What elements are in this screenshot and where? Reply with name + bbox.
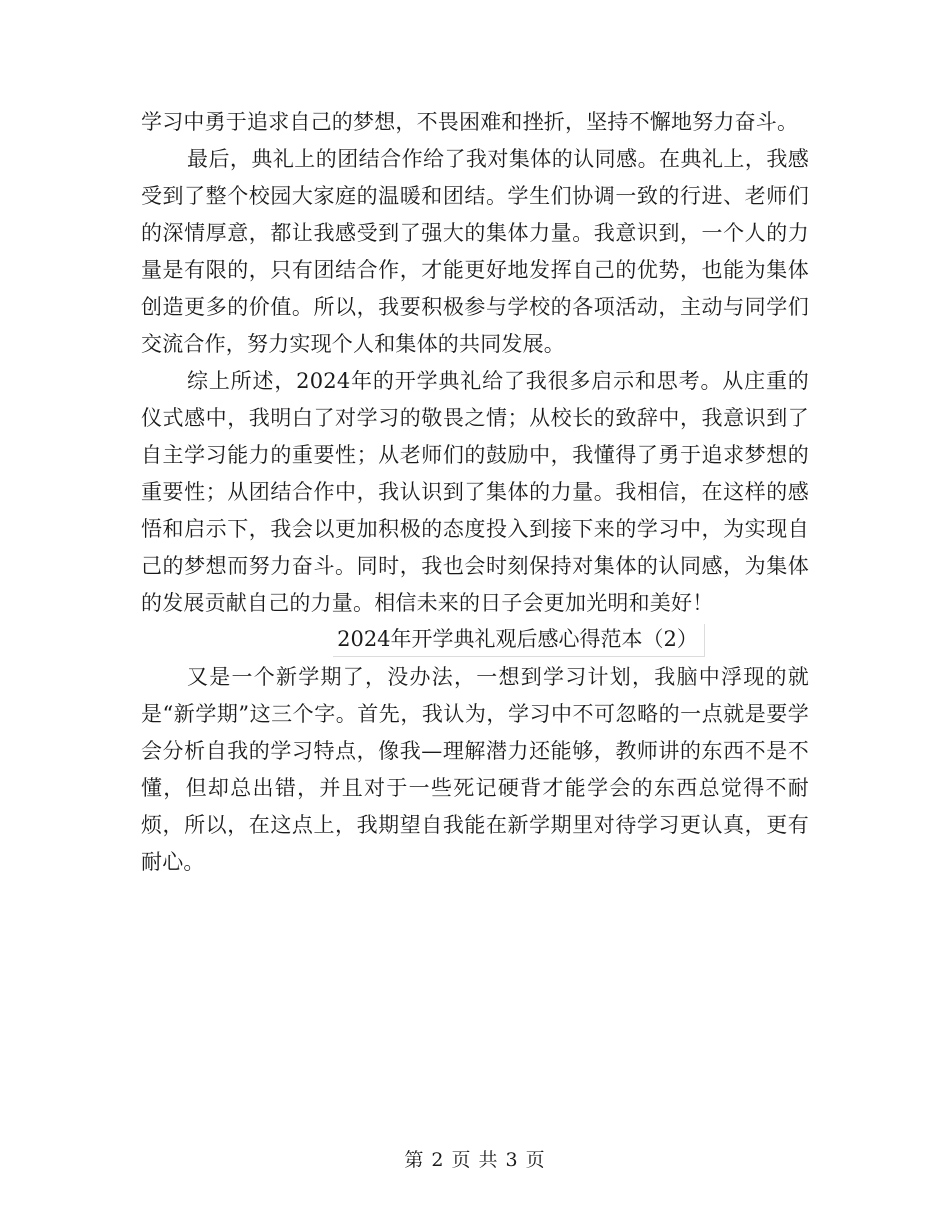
paragraph-continued: 学习中勇于追求自己的梦想，不畏困难和挫折，坚持不懈地努力奋斗。 bbox=[141, 110, 799, 134]
section-title: 2024年开学典礼观后感心得范本（2） bbox=[333, 624, 705, 657]
paragraph-summary: 综上所述，2024年的开学典礼给了我很多启示和思考。从庄重的仪式感中，我明白了对学习的敬畏之情；从校长的致辞中，我意识到了自主学习能力的重要性；从老师们的鼓励中，我懂得了勇于追求梦想的重要性；从团结合作中，我认识到了集体的力量。我相信，在这样的感悟和启示下，我会以更加积极的态度投入到接下来的学习中，为实现自己的梦想而努力奋斗。同时，我也会时刻保持对集体的认同感，为集体的发展贡献自己的力量。相信未来的日子会更加光明和美好！ bbox=[141, 369, 809, 615]
page-content bbox=[141, 104, 809, 881]
paragraph-new-term: 又是一个新学期了，没办法，一想到学习计划，我脑中浮现的就是“新学期”这三个字。首先，我认为，学习中不可忽略的一点就是要学会分析自我的学习特点，像我—理解潜力还能够，教师讲的东西不是不懂，但却总出错，并且对于一些死记硬背才能学会的东西总觉得不耐烦，所以，在这点上，我期望自我能在新学期里对待学习更认真，更有耐心。 bbox=[141, 665, 809, 874]
page-footer: 第 2 页 共 3 页 bbox=[404, 1149, 546, 1171]
section-title-row bbox=[141, 622, 809, 659]
paragraph-finally: 最后，典礼上的团结合作给了我对集体的认同感。在典礼上，我感受到了整个校园大家庭的温暖和团结。学生们协调一致的行进、老师们的深情厚意，都让我感受到了强大的集体力量。我意识到，一个人的力量是有限的，只有团结合作，才能更好地发挥自己的优势，也能为集体创造更多的价值。所以，我要积极参与学校的各项活动，主动与同学们交流合作，努力实现个人和集体的共同发展。 bbox=[141, 147, 809, 356]
